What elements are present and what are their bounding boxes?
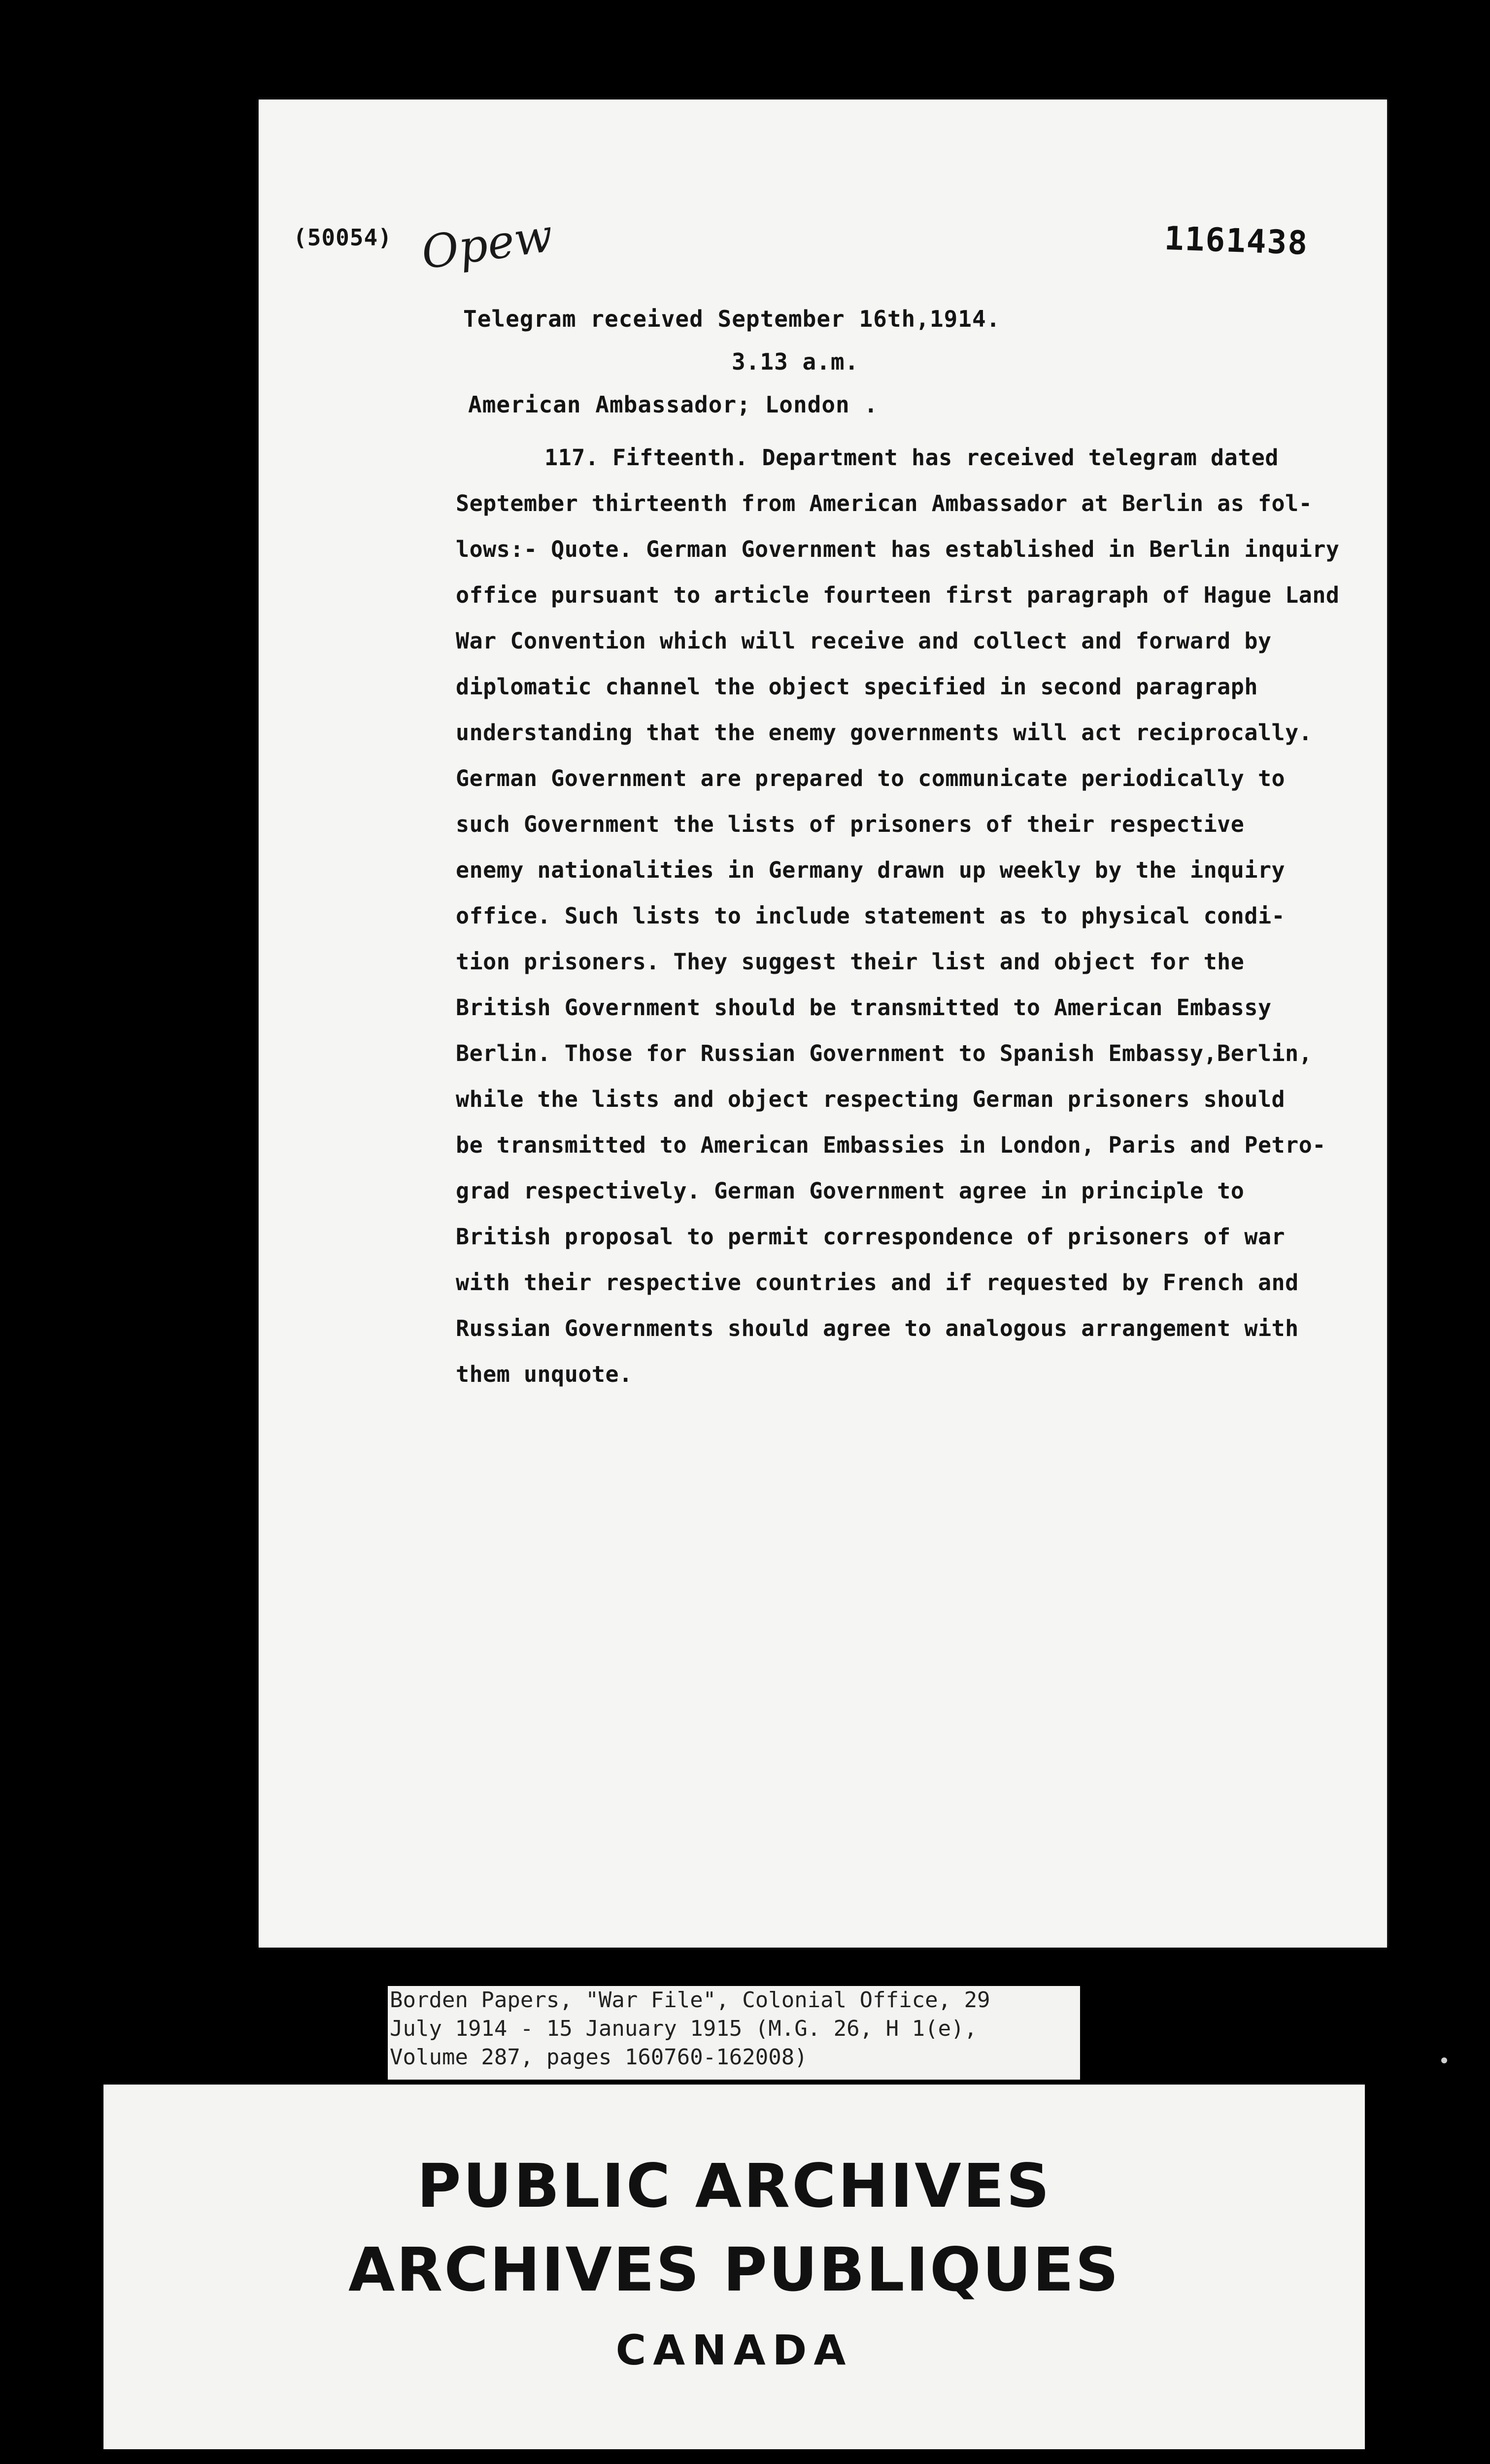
telegram-body — [456, 435, 1392, 1397]
body-line: British Government should be transmitted to American Embassy — [456, 994, 1272, 1021]
telegram-received-line: Telegram received September 16th,1914. — [463, 306, 1001, 332]
archives-name-french: ARCHIVES PUBLIQUES — [348, 2235, 1120, 2305]
body-line: 117. Fifteenth. Department has received telegram dated — [544, 445, 1279, 471]
archives-card — [103, 2085, 1365, 2449]
body-line: Berlin. Those for Russian Government to Spanish Embassy,Berlin, — [456, 1040, 1313, 1066]
body-line: lows:- Quote. German Government has established in Berlin inquiry — [456, 536, 1340, 562]
body-line: Russian Governments should agree to analogous arrangement with — [456, 1315, 1299, 1341]
archives-name-english: PUBLIC ARCHIVES — [417, 2151, 1051, 2221]
received-time: 3.13 a.m. — [732, 348, 859, 375]
body-line: September thirteenth from American Ambassador at Berlin as fol- — [456, 490, 1313, 516]
body-line: enemy nationalities in Germany drawn up weekly by the inquiry — [456, 857, 1286, 883]
body-line: be transmitted to American Embassies in London, Paris and Petro- — [456, 1132, 1326, 1158]
body-line: diplomatic channel the object specified in second paragraph — [456, 674, 1258, 700]
reference-number: (50054) — [293, 224, 392, 251]
body-line: with their respective countries and if requested by French and — [456, 1269, 1299, 1296]
body-line: grad respectively. German Government agree in principle to — [456, 1178, 1245, 1204]
telegram-page — [259, 100, 1387, 1948]
body-line: British proposal to permit correspondence of prisoners of war — [456, 1224, 1286, 1250]
source-caption — [388, 1986, 1080, 2080]
body-line: War Convention which will receive and collect and forward by — [456, 628, 1272, 654]
caption-line: Volume 287, pages 160760-162008) — [390, 2045, 808, 2070]
film-speck — [1441, 2057, 1447, 2063]
handwritten-mark: Opew — [418, 208, 556, 280]
caption-line: Borden Papers, "War File", Colonial Office, 29 — [390, 1987, 990, 2013]
body-line: office. Such lists to include statement as to physical condi- — [456, 903, 1286, 929]
body-line: German Government are prepared to communicate periodically to — [456, 765, 1286, 791]
sender-line: American Ambassador; London . — [468, 391, 879, 418]
archives-country: CANADA — [615, 2326, 853, 2374]
body-line: such Government the lists of prisoners of their respective — [456, 811, 1245, 837]
stamp-number: 1161438 — [1163, 219, 1309, 263]
body-line: understanding that the enemy governments will act reciprocally. — [456, 719, 1313, 746]
caption-line: July 1914 - 15 January 1915 (M.G. 26, H 1(e), — [390, 2016, 978, 2041]
body-line: them unquote. — [456, 1361, 633, 1387]
body-line: tion prisoners. They suggest their list and object for the — [456, 949, 1245, 975]
body-line: office pursuant to article fourteen first paragraph of Hague Land — [456, 582, 1340, 608]
body-line: while the lists and object respecting German prisoners should — [456, 1086, 1286, 1112]
